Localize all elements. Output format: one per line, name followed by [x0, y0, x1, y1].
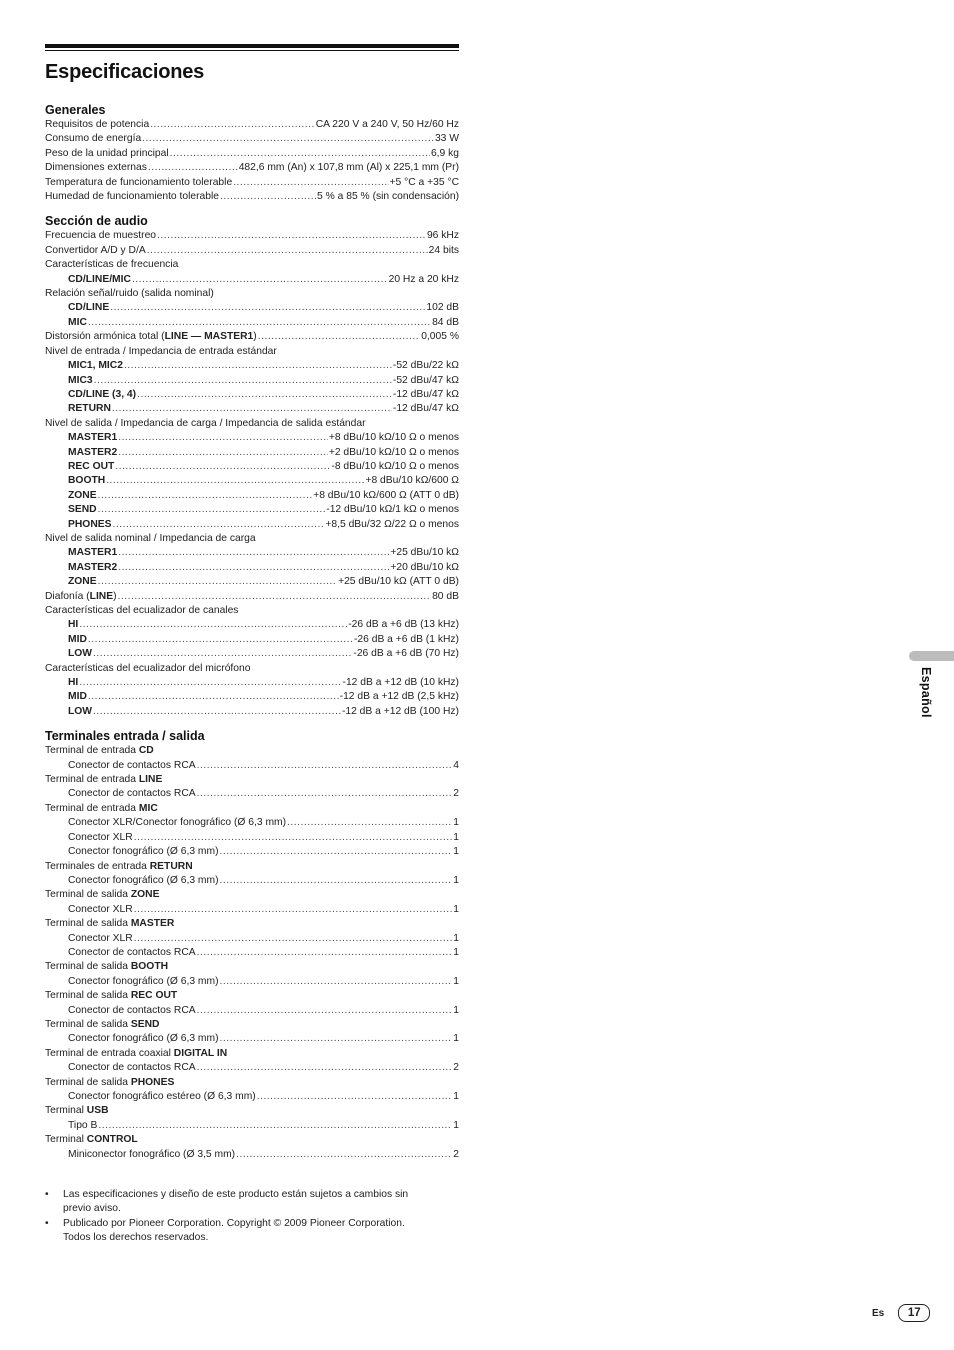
spec-row: Conector XLR ..... 1 [45, 831, 459, 845]
spec-row: LOW ..... -12 dB a +12 dB (100 Hz) [45, 705, 459, 719]
spec-row: Conector XLR ..... 1 [45, 903, 459, 917]
spec-row: REC OUT ..... -8 dBu/10 kΩ/10 Ω o menos [45, 460, 459, 474]
spec-row: Temperatura de funcionamiento tolerable ..... +5 °C a +35 °C [45, 176, 459, 190]
spec-row: PHONES ..... +8,5 dBu/32 Ω/22 Ω o menos [45, 518, 459, 532]
spec-row: LOW ..... -26 dB a +6 dB (70 Hz) [45, 647, 459, 661]
spec-row: Conector fonográfico (Ø 6,3 mm) ..... 1 [45, 975, 459, 989]
terminal-group-label: Terminal CONTROL [45, 1134, 138, 1146]
spec-group-label: Nivel de salida / Impedancia de carga / Impedancia de salida estándar [45, 417, 366, 429]
spec-group-label: Relación señal/ruido (salida nominal) [45, 288, 214, 300]
terminal-group-label: Terminal USB [45, 1105, 109, 1117]
spec-group-label: Características de frecuencia [45, 259, 179, 271]
spec-row: CD/LINE (3, 4) ..... -12 dBu/47 kΩ [45, 388, 459, 402]
section-heading-audio: Sección de audio [45, 214, 148, 229]
spec-row: MASTER1 ..... +25 dBu/10 kΩ [45, 546, 459, 560]
spec-row: Conector fonográfico estéreo (Ø 6,3 mm) ..... 1 [45, 1090, 459, 1104]
spec-row: Requisitos de potencia ..... CA 220 V a 240 V, 50 Hz/60 Hz [45, 118, 459, 132]
spec-group-label: Características del ecualizador del micrófono [45, 662, 251, 674]
spec-row: CD/LINE/MIC ..... 20 Hz a 20 kHz [45, 273, 459, 287]
spec-row: Consumo de energía ..... 33 W [45, 132, 459, 146]
spec-row: Conector XLR ..... 1 [45, 932, 459, 946]
audio-list [45, 229, 459, 719]
spec-row: Conector fonográfico (Ø 6,3 mm) ..... 1 [45, 874, 459, 888]
spec-row: Distorsión armónica total (LINE — MASTER1) ..... 0,005 % [45, 330, 459, 344]
spec-column [45, 44, 459, 1162]
spec-row: MIC ..... 84 dB [45, 316, 459, 330]
terminal-group-label: Terminal de salida PHONES [45, 1076, 175, 1088]
spec-group-label: Nivel de entrada / Impedancia de entrada estándar [45, 345, 277, 357]
header-rule-thick [45, 44, 459, 48]
spec-row: Conector de contactos RCA ..... 1 [45, 1004, 459, 1018]
terminal-group-label: Terminal de salida BOOTH [45, 961, 169, 973]
terminal-group-label: Terminal de entrada coaxial DIGITAL IN [45, 1047, 228, 1059]
spec-row: MASTER2 ..... +2 dBu/10 kΩ/10 Ω o menos [45, 446, 459, 460]
terminal-group-label: Terminal de entrada LINE [45, 774, 163, 786]
terminal-group-label: Terminal de entrada CD [45, 745, 154, 757]
page-number: 17 [898, 1304, 930, 1322]
spec-row: Conector fonográfico (Ø 6,3 mm) ..... 1 [45, 1032, 459, 1046]
spec-group-label: Nivel de salida nominal / Impedancia de carga [45, 532, 256, 544]
spec-row: Conector fonográfico (Ø 6,3 mm) ..... 1 [45, 845, 459, 859]
spec-row: Conector de contactos RCA ..... 4 [45, 759, 459, 773]
spec-row: MIC1, MIC2 ..... -52 dBu/22 kΩ [45, 359, 459, 373]
terminal-group-label: Terminal de salida SEND [45, 1018, 160, 1030]
spec-row: Tipo B ..... 1 [45, 1119, 459, 1133]
terminal-group-label: Terminal de salida ZONE [45, 889, 160, 901]
page-title: Especificaciones [45, 61, 205, 83]
note-item: • Las especificaciones y diseño de este producto están sujetos a cambios sin previo aviso. [45, 1189, 409, 1215]
spec-row: MASTER1 ..... +8 dBu/10 kΩ/10 Ω o menos [45, 431, 459, 445]
terminales-list [45, 744, 459, 1162]
language-side-label: Español [919, 667, 933, 718]
section-heading-terminales: Terminales entrada / salida [45, 729, 205, 744]
terminal-group-label: Terminal de salida REC OUT [45, 990, 178, 1002]
note-item: • Publicado por Pioneer Corporation. Copyright © 2009 Pioneer Corporation. Todos los derechos reservados. [45, 1217, 405, 1244]
spec-row: SEND ..... -12 dBu/10 kΩ/1 kΩ o menos [45, 503, 459, 517]
spec-row: MID ..... -26 dB a +6 dB (1 kHz) [45, 633, 459, 647]
spec-row: CD/LINE ..... 102 dB [45, 301, 459, 315]
terminal-group-label: Terminales de entrada RETURN [45, 860, 193, 872]
spec-row: HI ..... -12 dB a +12 dB (10 kHz) [45, 676, 459, 690]
generales-list [45, 118, 459, 204]
spec-row: Humedad de funcionamiento tolerable ..... 5 % a 85 % (sin condensación) [45, 190, 459, 204]
terminal-group-label: Terminal de salida MASTER [45, 918, 175, 930]
spec-row: Frecuencia de muestreo ..... 96 kHz [45, 229, 459, 243]
spec-row: HI ..... -26 dB a +6 dB (13 kHz) [45, 618, 459, 632]
spec-row: RETURN ..... -12 dBu/47 kΩ [45, 402, 459, 416]
spec-row: BOOTH ..... +8 dBu/10 kΩ/600 Ω [45, 474, 459, 488]
spec-row: Conector de contactos RCA ..... 2 [45, 787, 459, 801]
spec-row: Conector de contactos RCA ..... 2 [45, 1061, 459, 1075]
language-code: Es [872, 1307, 885, 1319]
section-heading-generales: Generales [45, 103, 106, 117]
spec-row: Dimensiones externas ..... 482,6 mm (An) x 107,8 mm (Al) x 225,1 mm (Pr) [45, 161, 459, 175]
spec-row: ZONE ..... +8 dBu/10 kΩ/600 Ω (ATT 0 dB) [45, 489, 459, 503]
spec-row: MIC3 ..... -52 dBu/47 kΩ [45, 374, 459, 388]
notes-list [45, 1188, 459, 1246]
spec-row: Conector de contactos RCA ..... 1 [45, 946, 459, 960]
spec-group-label: Características del ecualizador de canales [45, 605, 239, 616]
spec-row: Conector XLR/Conector fonográfico (Ø 6,3 mm) ..... 1 [45, 816, 459, 830]
spec-row: Miniconector fonográfico (Ø 3,5 mm) ..... 2 [45, 1148, 459, 1162]
language-tab-marker [909, 651, 954, 661]
spec-row: MID ..... -12 dB a +12 dB (2,5 kHz) [45, 690, 459, 704]
spec-row: MASTER2 ..... +20 dBu/10 kΩ [45, 561, 459, 575]
spec-row: Peso de la unidad principal ..... 6,9 kg [45, 147, 459, 161]
spec-row: ZONE ..... +25 dBu/10 kΩ (ATT 0 dB) [45, 575, 459, 589]
spec-row: Diafonía (LINE) ..... 80 dB [45, 590, 459, 604]
terminal-group-label: Terminal de entrada MIC [45, 802, 158, 814]
page-footer [872, 1304, 930, 1322]
spec-row: Convertidor A/D y D/A ..... 24 bits [45, 244, 459, 258]
header-rule-thin [45, 50, 459, 51]
